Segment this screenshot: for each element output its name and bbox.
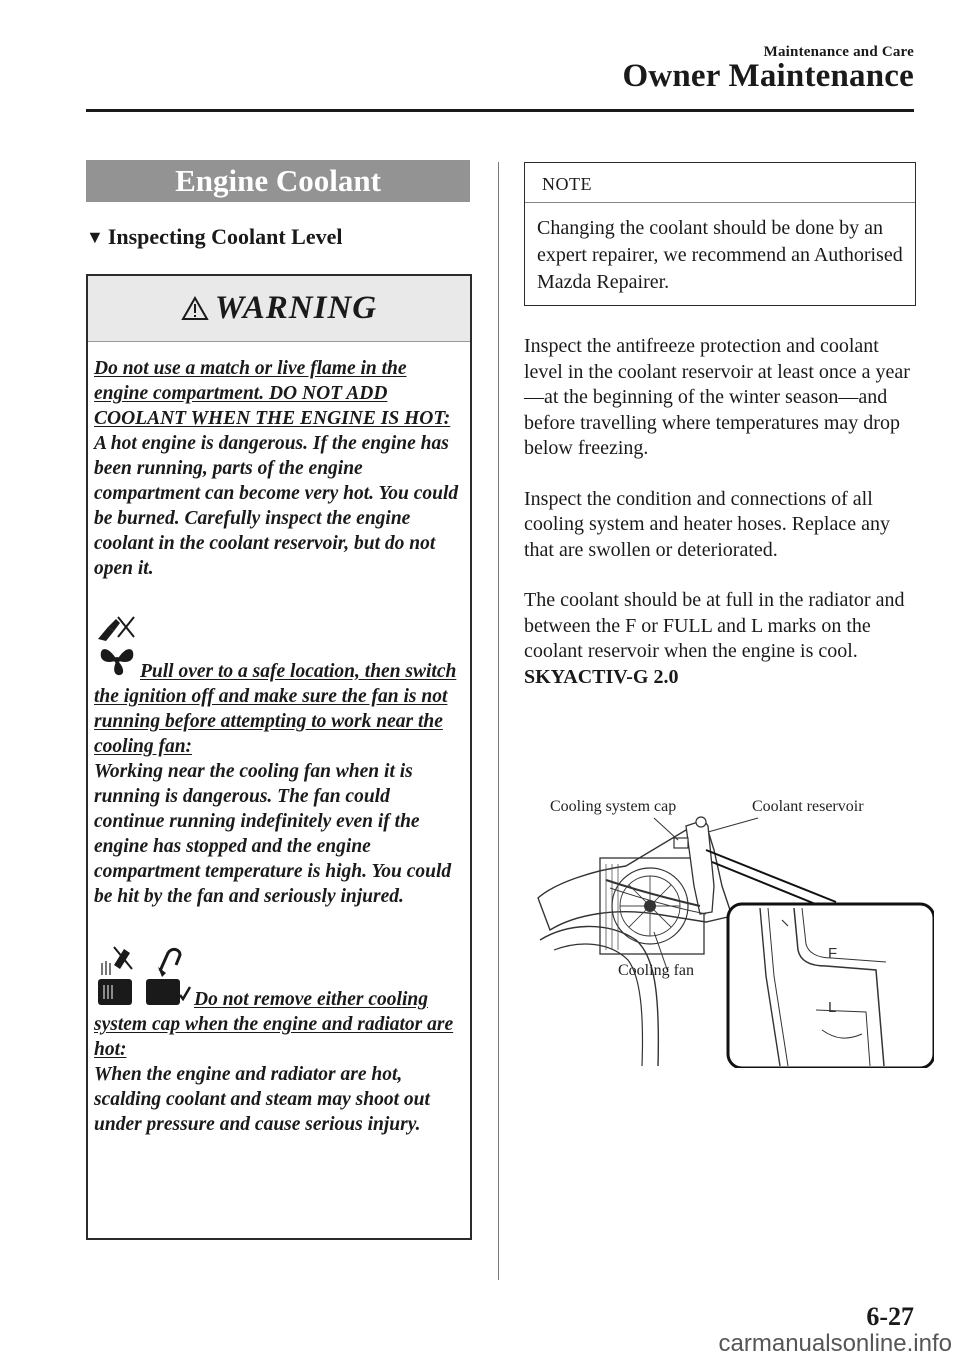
label-coolant-reservoir: Coolant reservoir	[752, 798, 864, 815]
paragraph-coolant-level: The coolant should be at full in the radiator and between the F or FULL and L marks on the coolant reservoir when the engine is cool.	[524, 589, 905, 662]
warning-cap-heading-text: Do not remove either cooling system cap when the engine and radiator are hot:	[94, 989, 454, 1060]
warning-header	[88, 276, 470, 342]
section-title: Owner Maintenance	[622, 58, 914, 94]
engine-bay-illustration	[536, 790, 934, 1068]
right-column	[524, 162, 916, 690]
label-cooling-fan: Cooling fan	[618, 962, 694, 979]
reservoir-mark-l: L	[828, 999, 837, 1016]
warning-title: WARNING	[214, 290, 378, 326]
fan-warning-icons	[94, 613, 464, 677]
note-title: NOTE	[525, 163, 915, 203]
paragraph-antifreeze: Inspect the antifreeze protection and coolant level in the coolant reservoir at least once a year—at the beginning of the winter season—and before travelling where temperatures may drop below freezing.	[524, 335, 910, 459]
reservoir-mark-f: F	[828, 945, 838, 962]
warning-body	[88, 342, 470, 1137]
note-text: Changing the coolant should be done by an expert repairer, we recommend an Authorised Mazda Repairer.	[537, 217, 903, 293]
model-label: SKYACTIV-G 2.0	[524, 665, 679, 688]
paragraph-hoses: Inspect the condition and connections of all cooling system and heater hoses. Replace any that are swollen or deteriorated.	[524, 487, 890, 561]
note-box	[524, 162, 916, 306]
warning-triangle-icon	[181, 296, 209, 321]
no-open-hot-cap-icon	[94, 941, 138, 1007]
column-divider	[498, 162, 499, 1280]
warning-flame-heading: Do not use a match or live flame in the engine compartment. DO NOT ADD COOLANT WHEN THE ENGINE IS HOT:	[94, 358, 451, 429]
left-column	[86, 160, 472, 1240]
section-banner: Engine Coolant	[86, 160, 470, 202]
label-cooling-system-cap: Cooling system cap	[550, 798, 677, 815]
warning-box	[86, 274, 472, 1240]
subsection-heading-text: Inspecting Coolant Level	[107, 224, 343, 249]
header-rule	[86, 109, 914, 112]
watermark-text: carmanualsonline.info	[718, 1330, 952, 1357]
subsection-heading	[86, 224, 472, 250]
page-number: 6-27	[866, 1302, 914, 1331]
no-hand-near-fan-icon	[94, 613, 140, 643]
body-text	[524, 334, 916, 690]
warning-block-flame	[94, 356, 464, 581]
chapter-title: Maintenance and Care	[763, 44, 914, 60]
warning-fan-body: Working near the cooling fan when it is running is dangerous. The fan could continue running indefinitely even if the engine has stopped and the engine compartment temperature is high. You could be hit by the fan and seriously injured.	[94, 761, 452, 907]
warning-block-fan	[94, 659, 464, 909]
cool-cap-check-icon	[142, 941, 192, 1007]
page-header	[0, 0, 960, 118]
coolant-figure	[536, 790, 934, 1068]
warning-flame-body: A hot engine is dangerous. If the engine has been running, parts of the engine compartment can become very hot. You could be burned. Carefully inspect the engine coolant in the coolant reservoir, but do not open it.	[94, 433, 459, 579]
warning-cap-body: When the engine and radiator are hot, scalding coolant and steam may shoot out under pressure and cause serious injury.	[94, 1064, 430, 1135]
cap-warning-icons	[94, 941, 464, 1011]
warning-fan-heading-text: Pull over to a safe location, then switch the ignition off and make sure the fan is not running before attempting to work near the cooling fan:	[94, 661, 457, 757]
fan-icon	[96, 643, 138, 677]
triangle-down-icon: ▼	[86, 226, 104, 247]
